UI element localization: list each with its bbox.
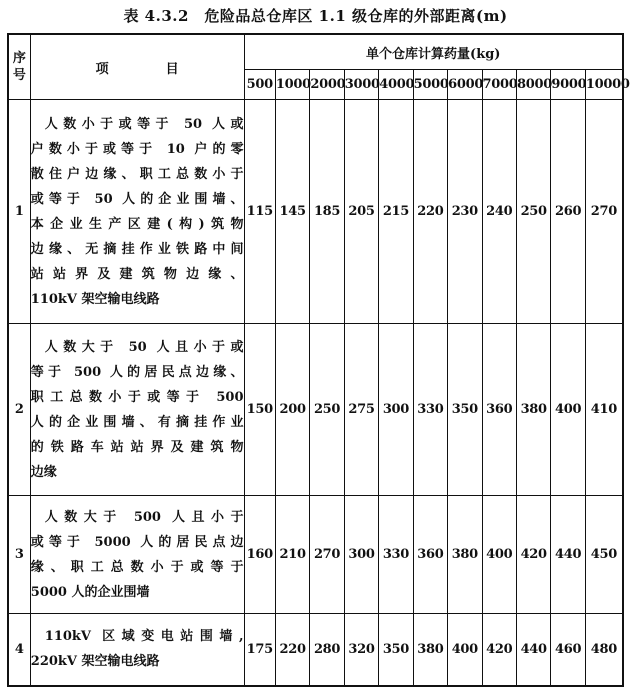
item-line: 人数大于 50 人且小于或 — [44, 339, 244, 355]
header-row-1 — [8, 34, 623, 70]
quantity-header: 4000 — [379, 70, 413, 100]
distance-value: 175 — [244, 614, 275, 686]
row-item-description — [30, 100, 244, 324]
distance-value: 480 — [585, 614, 623, 686]
distance-value: 420 — [482, 614, 516, 686]
distance-value: 250 — [310, 324, 344, 496]
distance-value: 330 — [413, 324, 447, 496]
quantity-header: 6000 — [448, 70, 482, 100]
distance-value: 200 — [275, 324, 309, 496]
distance-value: 270 — [585, 100, 623, 324]
distance-value: 300 — [379, 324, 413, 496]
table-title: 表 4.3.2 危险品总仓库区 1.1 级仓库的外部距离(m) — [123, 7, 508, 25]
distance-value: 270 — [310, 496, 344, 614]
item-line: 户数小于或等于 10 户的零 — [30, 141, 244, 157]
distance-value: 145 — [275, 100, 309, 324]
item-header: 项 目 — [30, 34, 244, 100]
item-line: 边缘 — [30, 464, 57, 480]
distance-value: 380 — [413, 614, 447, 686]
distance-value: 440 — [551, 496, 585, 614]
distance-value: 420 — [516, 496, 550, 614]
table-row — [8, 614, 623, 686]
distance-value: 260 — [551, 100, 585, 324]
distance-value: 360 — [413, 496, 447, 614]
item-line: 110kV 架空输电线路 — [30, 291, 160, 307]
quantity-header: 2000 — [310, 70, 344, 100]
distance-value: 250 — [516, 100, 550, 324]
item-line: 等于 500 人的居民点边缘、 — [30, 364, 244, 380]
distance-value: 360 — [482, 324, 516, 496]
item-line: 站站界及建筑物边缘、 — [30, 266, 244, 282]
row-seq: 1 — [8, 100, 30, 324]
row-seq: 2 — [8, 324, 30, 496]
seq-header: 序号 — [8, 34, 30, 100]
row-item-description — [30, 324, 244, 496]
distance-value: 400 — [448, 614, 482, 686]
table-body — [8, 100, 623, 686]
distance-value: 450 — [585, 496, 623, 614]
quantity-header: 1000 — [275, 70, 309, 100]
distance-value: 220 — [275, 614, 309, 686]
distance-value: 210 — [275, 496, 309, 614]
distance-value: 230 — [448, 100, 482, 324]
item-line: 边缘、无摘挂作业铁路中间 — [30, 241, 244, 257]
distance-value: 205 — [344, 100, 378, 324]
quantity-header: 5000 — [413, 70, 447, 100]
distance-value: 240 — [482, 100, 516, 324]
row-seq: 3 — [8, 496, 30, 614]
distance-value: 160 — [244, 496, 275, 614]
table-row — [8, 496, 623, 614]
item-line: 110kV 区域变电站围墙, — [44, 629, 244, 645]
quantity-header: 10000 — [585, 70, 623, 100]
item-line: 人的企业围墙、有摘挂作业 — [30, 414, 244, 430]
item-line: 缘、职工总数小于或等于 — [30, 559, 244, 575]
item-line: 5000 人的企业围墙 — [30, 584, 150, 600]
distance-value: 320 — [344, 614, 378, 686]
distance-value: 440 — [516, 614, 550, 686]
quantity-header: 9000 — [551, 70, 585, 100]
distance-table — [7, 33, 630, 687]
item-line: 人数大于 500 人且小于 — [44, 509, 244, 525]
distance-value: 300 — [344, 496, 378, 614]
quantity-header: 8000 — [516, 70, 550, 100]
item-line: 或等于 5000 人的居民点边 — [30, 534, 244, 550]
item-line: 职工总数小于或等于 500 — [30, 389, 244, 405]
distance-value: 275 — [344, 324, 378, 496]
distance-value: 380 — [516, 324, 550, 496]
table-row — [8, 100, 623, 324]
item-line: 220kV 架空输电线路 — [30, 654, 160, 670]
distance-value: 280 — [310, 614, 344, 686]
quantity-group-header: 单个仓库计算药量(kg) — [244, 34, 623, 70]
distance-value: 350 — [379, 614, 413, 686]
distance-value: 330 — [379, 496, 413, 614]
item-line: 人数小于或等于 50 人或 — [44, 116, 244, 132]
table-row — [8, 324, 623, 496]
quantity-header: 7000 — [482, 70, 516, 100]
distance-value: 220 — [413, 100, 447, 324]
distance-value: 400 — [482, 496, 516, 614]
quantity-header: 500 — [244, 70, 275, 100]
item-line: 或等于 50 人的企业围墙、 — [30, 191, 244, 207]
distance-value: 410 — [585, 324, 623, 496]
distance-value: 350 — [448, 324, 482, 496]
row-item-description — [30, 496, 244, 614]
distance-value: 150 — [244, 324, 275, 496]
row-seq: 4 — [8, 614, 30, 686]
item-line: 的铁路车站站界及建筑物 — [30, 439, 244, 455]
distance-value: 460 — [551, 614, 585, 686]
distance-value: 400 — [551, 324, 585, 496]
item-line: 散住户边缘、职工总数小于 — [30, 166, 244, 182]
distance-value: 185 — [310, 100, 344, 324]
quantity-header: 3000 — [344, 70, 378, 100]
row-item-description — [30, 614, 244, 686]
item-line: 本企业生产区建(构)筑物 — [30, 216, 244, 232]
distance-value: 380 — [448, 496, 482, 614]
distance-value: 215 — [379, 100, 413, 324]
distance-value: 115 — [244, 100, 275, 324]
